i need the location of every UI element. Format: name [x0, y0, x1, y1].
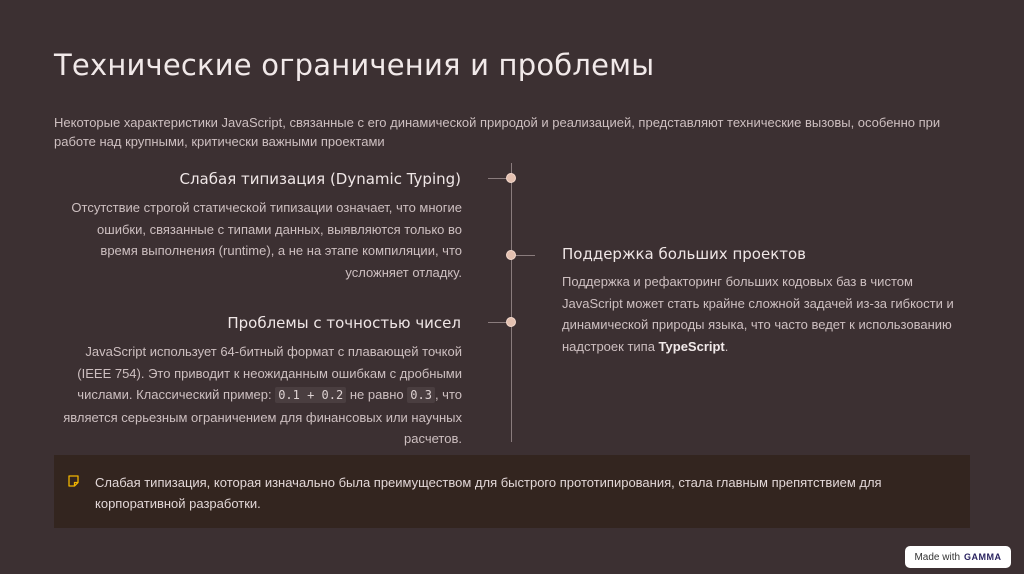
timeline-item-title-number-precision: Проблемы с точностью чисел	[227, 314, 461, 332]
text-segment: Поддержка и рефакторинг больших кодовых баз в чистом JavaScript может стать крайне сложной задачей из-за гибкости и динамической природы языка, что часто ведет к использованию надстроек типа	[562, 274, 954, 354]
code-snippet: 0.1 + 0.2	[275, 387, 346, 403]
text-segment: JavaScript использует 64-битный формат с плавающей точкой (IEEE 754). Это приводит к неожиданным ошибкам с дробными числами. Классический пример:	[77, 344, 462, 402]
gamma-logo: GAMMA	[964, 552, 1002, 562]
typescript-label: TypeScript	[658, 338, 725, 354]
callout-text: Слабая типизация, которая изначально была преимуществом для быстрого прототипирования, стала главным препятствием для корпоративной разработки.	[95, 475, 882, 511]
callout-box	[54, 455, 970, 528]
text-segment: не равно	[346, 387, 408, 402]
page-title: Технические ограничения и проблемы	[54, 48, 655, 82]
timeline-item-text-dynamic-typing: Отсутствие строгой статической типизации означает, что многие ошибки, связанные с типами данных, выявляются только во время выполнения (runtime), а не на этапе компиляции, что усложняет отладку.	[71, 200, 462, 280]
timeline-dot	[506, 250, 516, 260]
intro-text: Некоторые характеристики JavaScript, связанные с его динамической природой и реализацией, представляют технические вызовы, особенно при работе над крупными, критически важными проектами	[54, 115, 941, 149]
timeline-line	[511, 163, 512, 442]
note-icon	[68, 474, 79, 486]
timeline-item-text-large-projects	[562, 271, 972, 357]
text-segment: , что является серьезным ограничением для финансовых или научных расчетов.	[63, 387, 462, 446]
timeline-dot	[506, 317, 516, 327]
code-snippet: 0.3	[407, 387, 435, 403]
timeline-item-text-number-precision	[56, 341, 462, 450]
timeline-dot	[506, 173, 516, 183]
text-segment: .	[724, 338, 729, 354]
timeline-item-title-dynamic-typing: Слабая типизация (Dynamic Typing)	[179, 170, 461, 188]
made-with-gamma-badge[interactable]	[905, 546, 1011, 568]
timeline-item-title-large-projects: Поддержка больших проектов	[562, 245, 807, 263]
badge-prefix: Made with	[914, 551, 961, 563]
